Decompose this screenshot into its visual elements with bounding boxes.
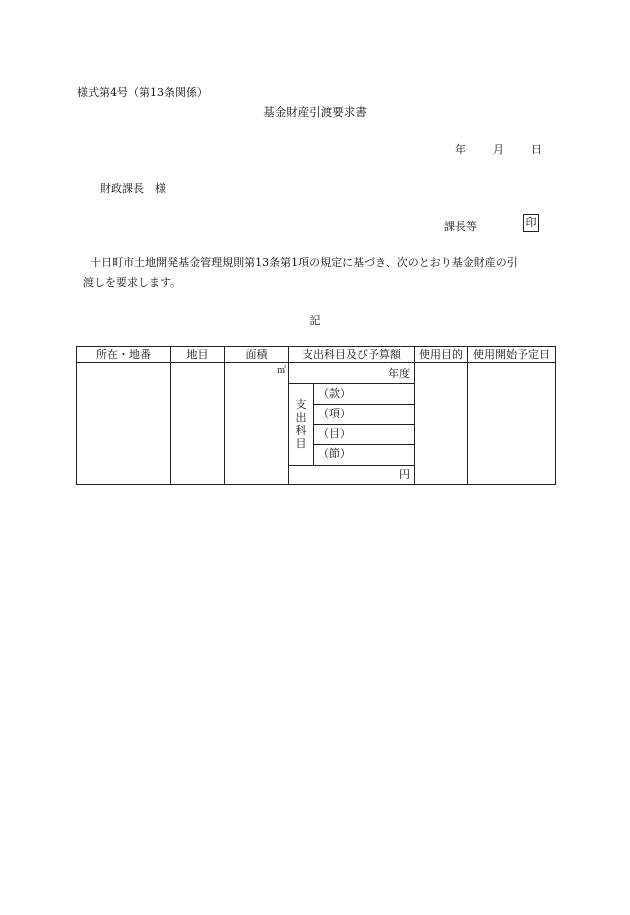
- header-location: 所在・地番: [96, 348, 151, 361]
- date-day-label: 日: [531, 143, 542, 156]
- property-table: [76, 346, 556, 485]
- date-year-label: 年: [455, 143, 466, 156]
- date-line: [455, 141, 542, 157]
- header-expense: 支出科目及び予算額: [302, 348, 401, 361]
- col-divider-2: [224, 346, 225, 485]
- amount-unit: 円: [399, 468, 410, 481]
- body-line-1: 十日町市土地開発基金管理規則第13条第1項の規定に基づき、次のとおり基金財産の引: [90, 256, 518, 269]
- amount-divider: [288, 465, 414, 466]
- sub-item-moku: （目）: [318, 427, 351, 440]
- table-border-bottom: [76, 484, 556, 485]
- sub-item-kou: （項）: [318, 407, 351, 420]
- header-land-category: 地目: [186, 348, 209, 361]
- col-divider-1: [170, 346, 171, 485]
- header-divider: [76, 362, 556, 363]
- sender-title: 課長等: [444, 220, 477, 233]
- col-divider-4: [414, 346, 415, 485]
- expense-vertical-label: 支出科目: [295, 398, 307, 450]
- table-border-right: [555, 346, 556, 485]
- sub-item-setsu: （節）: [318, 447, 351, 460]
- header-start-date: 使用開始予定日: [473, 348, 550, 361]
- table-border-left: [76, 346, 77, 485]
- fiscal-year-label: 年度: [388, 367, 410, 380]
- fiscal-year-divider: [288, 383, 414, 384]
- body-line-2: 渡しを要求します。: [83, 276, 182, 289]
- sub-item-kan: （款）: [318, 387, 351, 400]
- col-divider-5: [467, 346, 468, 485]
- area-unit: ㎡: [276, 366, 286, 376]
- document-title: 基金財産引渡要求書: [263, 105, 367, 119]
- seal-mark: 印: [523, 214, 539, 232]
- header-area: 面積: [245, 348, 268, 361]
- addressee: 財政課長 様: [100, 182, 166, 195]
- header-purpose: 使用目的: [419, 348, 463, 361]
- table-border-top: [76, 346, 556, 347]
- ki-heading: 記: [309, 314, 321, 327]
- sub-item-divider-2: [313, 424, 414, 425]
- request-body: [77, 253, 562, 293]
- form-number: 様式第4号（第13条関係）: [77, 86, 208, 99]
- sub-item-divider-3: [313, 444, 414, 445]
- sub-item-divider-1: [313, 404, 414, 405]
- date-month-label: 月: [493, 143, 504, 156]
